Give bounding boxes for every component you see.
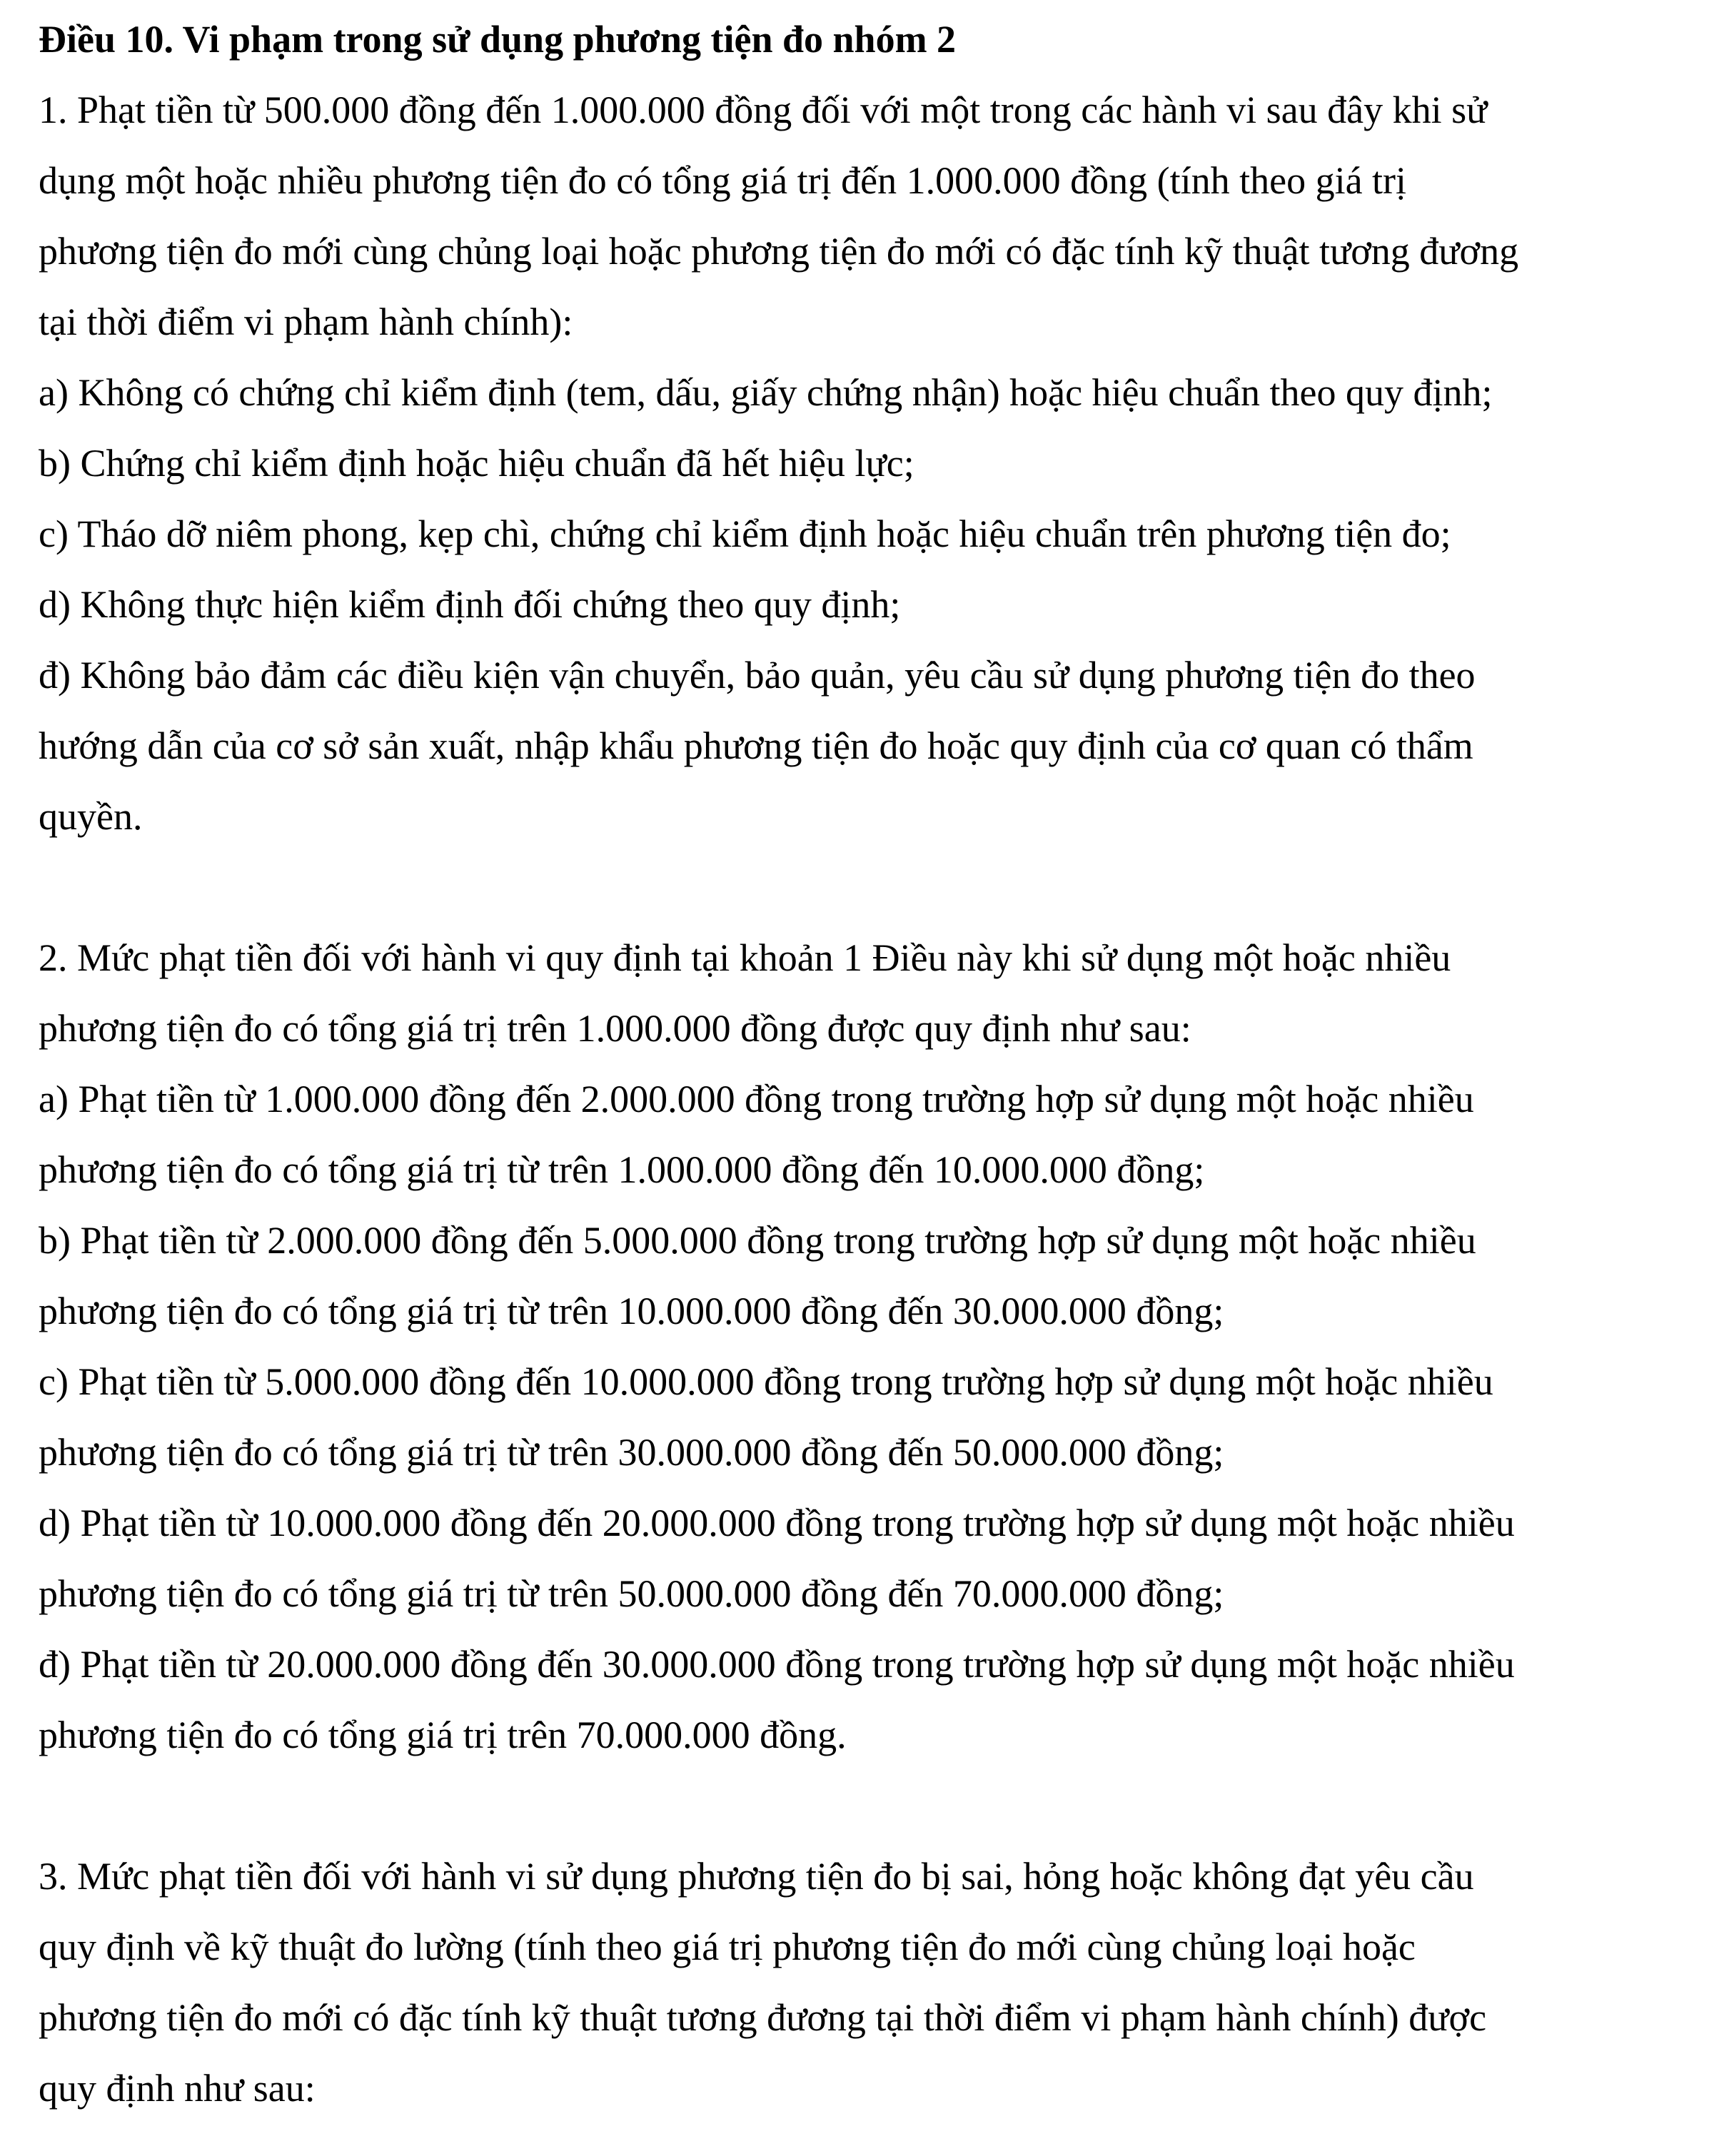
section-2-item-dd-line-1: đ) Phạt tiền từ 20.000.000 đồng đến 30.000.000 đồng trong trường hợp sử dụng một hoặc nhiều <box>39 1643 1515 1686</box>
section-1-line-2: dụng một hoặc nhiều phương tiện đo có tổng giá trị đến 1.000.000 đồng (tính theo giá trị <box>39 159 1407 202</box>
section-1-item-c: c) Tháo dỡ niêm phong, kẹp chì, chứng chỉ kiểm định hoặc hiệu chuẩn trên phương tiện đo; <box>39 512 1451 555</box>
section-3-line-3: phương tiện đo mới có đặc tính kỹ thuật tương đương tại thời điểm vi phạm hành chính) được <box>39 1996 1487 2039</box>
section-1-line-3: phương tiện đo mới cùng chủng loại hoặc phương tiện đo mới có đặc tính kỹ thuật tương đương <box>39 230 1519 273</box>
section-2-item-d-line-1: d) Phạt tiền từ 10.000.000 đồng đến 20.000.000 đồng trong trường hợp sử dụng một hoặc nhiều <box>39 1502 1515 1544</box>
section-1-line-4: tại thời điểm vi phạm hành chính): <box>39 300 573 343</box>
section-2-item-c-line-2: phương tiện đo có tổng giá trị từ trên 30.000.000 đồng đến 50.000.000 đồng; <box>39 1431 1224 1474</box>
section-2-item-b-line-1: b) Phạt tiền từ 2.000.000 đồng đến 5.000.000 đồng trong trường hợp sử dụng một hoặc nhiều <box>39 1219 1476 1262</box>
section-3-line-4: quy định như sau: <box>39 2067 316 2110</box>
section-2-item-a-line-1: a) Phạt tiền từ 1.000.000 đồng đến 2.000.000 đồng trong trường hợp sử dụng một hoặc nhiều <box>39 1078 1474 1120</box>
section-2-item-d-line-2: phương tiện đo có tổng giá trị từ trên 50.000.000 đồng đến 70.000.000 đồng; <box>39 1572 1224 1615</box>
section-1-item-a: a) Không có chứng chỉ kiểm định (tem, dấu, giấy chứng nhận) hoặc hiệu chuẩn theo quy định; <box>39 371 1493 414</box>
section-3-line-1: 3. Mức phạt tiền đối với hành vi sử dụng phương tiện đo bị sai, hỏng hoặc không đạt yêu cầu <box>39 1855 1474 1898</box>
section-3-line-2: quy định về kỹ thuật đo lường (tính theo giá trị phương tiện đo mới cùng chủng loại hoặc <box>39 1925 1416 1968</box>
article-title: Điều 10. Vi phạm trong sử dụng phương tiện đo nhóm 2 <box>39 18 957 61</box>
section-2-line-1: 2. Mức phạt tiền đối với hành vi quy định tại khoản 1 Điều này khi sử dụng một hoặc nhiều <box>39 936 1451 979</box>
section-1-item-dd-line-3: quyền. <box>39 795 143 838</box>
section-1-item-dd-line-1: đ) Không bảo đảm các điều kiện vận chuyển, bảo quản, yêu cầu sử dụng phương tiện đo theo <box>39 654 1476 697</box>
section-2-item-c-line-1: c) Phạt tiền từ 5.000.000 đồng đến 10.000.000 đồng trong trường hợp sử dụng một hoặc nhiều <box>39 1360 1493 1403</box>
section-2-item-a-line-2: phương tiện đo có tổng giá trị từ trên 1.000.000 đồng đến 10.000.000 đồng; <box>39 1148 1205 1191</box>
section-2-item-dd-line-2: phương tiện đo có tổng giá trị trên 70.000.000 đồng. <box>39 1714 847 1756</box>
section-1-item-dd-line-2: hướng dẫn của cơ sở sản xuất, nhập khẩu phương tiện đo hoặc quy định của cơ quan có thẩm <box>39 724 1473 767</box>
section-2-line-2: phương tiện đo có tổng giá trị trên 1.000.000 đồng được quy định như sau: <box>39 1007 1191 1050</box>
section-1-item-d: d) Không thực hiện kiểm định đối chứng theo quy định; <box>39 583 901 626</box>
section-2-item-b-line-2: phương tiện đo có tổng giá trị từ trên 10.000.000 đồng đến 30.000.000 đồng; <box>39 1290 1224 1332</box>
section-1-item-b: b) Chứng chỉ kiểm định hoặc hiệu chuẩn đã hết hiệu lực; <box>39 442 914 485</box>
section-1-line-1: 1. Phạt tiền từ 500.000 đồng đến 1.000.000 đồng đối với một trong các hành vi sau đây khi sử <box>39 88 1488 131</box>
